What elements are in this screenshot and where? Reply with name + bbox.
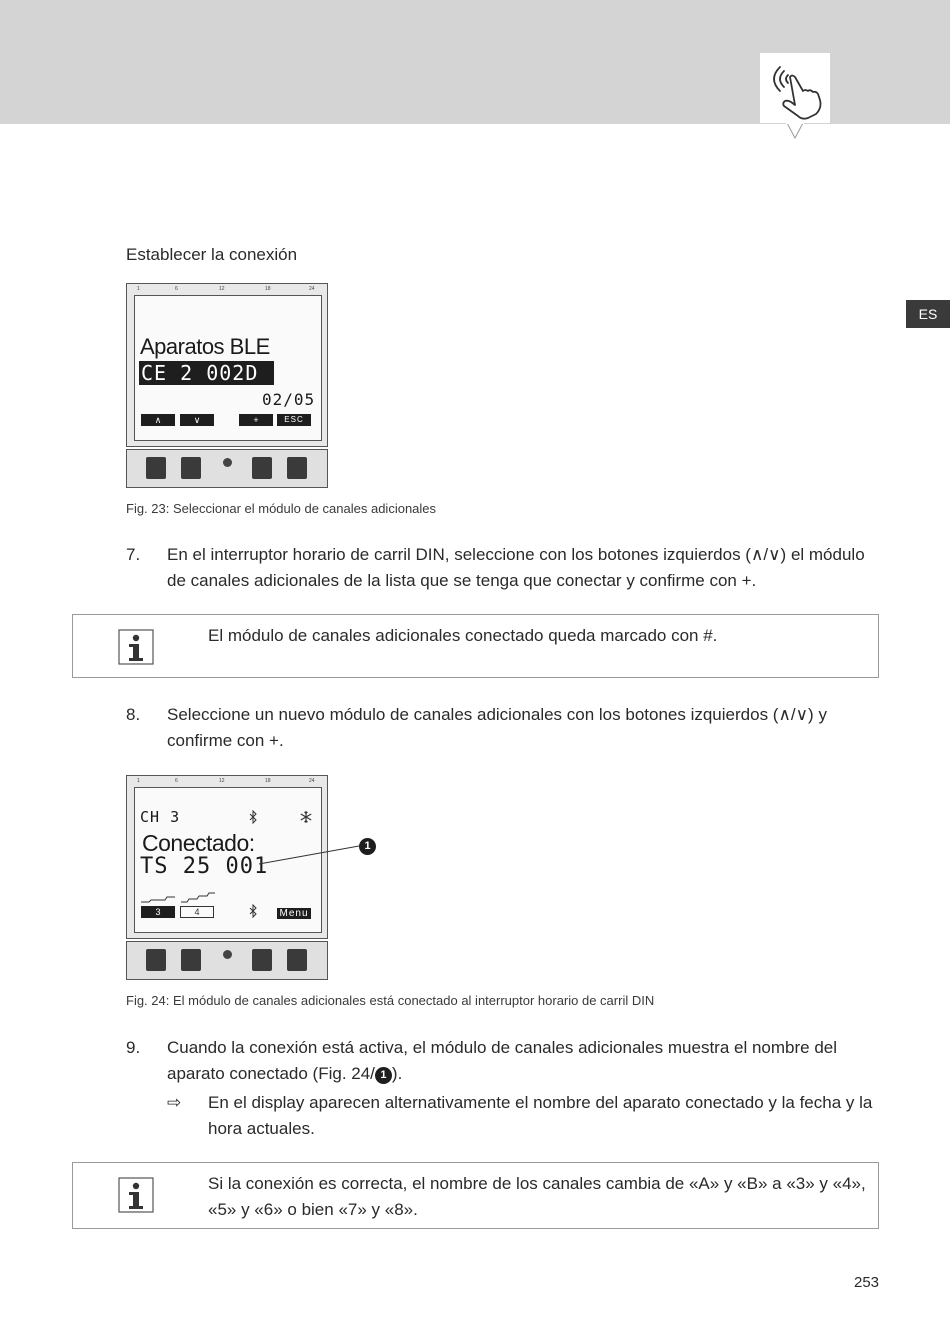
device-figure-23 bbox=[126, 283, 328, 487]
tick-label: 6 bbox=[175, 286, 178, 292]
device-button bbox=[146, 457, 166, 479]
softkey-up: ∧ bbox=[141, 414, 175, 426]
hour-scale bbox=[137, 286, 317, 295]
step-text-7: En el interruptor horario de carril DIN, seleccione con los botones izquierdos (∧/∨) el módulo de canales adicionales de la lista que se tenga que conectar y confirme con +. bbox=[167, 545, 865, 590]
device-button-panel bbox=[126, 449, 328, 488]
tick-label: 1 bbox=[137, 778, 140, 784]
status-led bbox=[223, 950, 232, 959]
channel-label: CH 3 bbox=[140, 808, 181, 826]
result-arrow-icon: ⇨ bbox=[167, 1093, 182, 1112]
device-button bbox=[287, 949, 307, 971]
step-text-9 bbox=[167, 1035, 879, 1087]
tab-pointer-icon bbox=[786, 122, 804, 140]
step-number-8: 8. bbox=[126, 705, 141, 724]
page-number: 253 bbox=[854, 1274, 880, 1291]
tick-label: 12 bbox=[219, 286, 225, 292]
info-text-1: El módulo de canales adicionales conectado queda marcado con #. bbox=[208, 626, 718, 645]
figure-reference-marker: 1 bbox=[375, 1067, 392, 1084]
tick-label: 6 bbox=[175, 778, 178, 784]
section-heading: Establecer la conexión bbox=[126, 245, 298, 264]
touch-hand-icon bbox=[760, 53, 830, 123]
step-number-7: 7. bbox=[126, 545, 141, 564]
screen-title: Aparatos BLE bbox=[140, 334, 270, 359]
tick-label: 24 bbox=[309, 286, 315, 292]
tick-label: 18 bbox=[265, 286, 271, 292]
callout-leader-line bbox=[255, 840, 365, 870]
status-led bbox=[223, 458, 232, 467]
selected-device: CE 2 002D bbox=[139, 361, 274, 385]
device-button bbox=[181, 949, 201, 971]
device-screen bbox=[134, 295, 322, 441]
figure-caption-24: Fig. 24: El módulo de canales adicionales está conectado al interruptor horario de carril DIN bbox=[126, 993, 655, 1008]
device-button bbox=[287, 457, 307, 479]
device-button bbox=[252, 949, 272, 971]
bluetooth-icon bbox=[248, 810, 258, 824]
bluetooth-icon bbox=[248, 904, 258, 919]
figure-caption-23: Fig. 23: Seleccionar el módulo de canales adicionales bbox=[126, 501, 437, 516]
language-tab: ES bbox=[906, 300, 950, 328]
channel-key-3: 3 bbox=[141, 906, 175, 918]
snowflake-icon bbox=[299, 810, 313, 824]
device-button bbox=[181, 457, 201, 479]
step-text-part: Cuando la conexión está activa, el módulo de canales adicionales muestra el nombre del aparato conectado (Fig. 24/ bbox=[167, 1038, 838, 1083]
device-button bbox=[146, 949, 166, 971]
tick-label: 18 bbox=[265, 778, 271, 784]
step-text-part: ). bbox=[391, 1064, 403, 1083]
softkey-plus: + bbox=[239, 414, 273, 426]
hour-scale bbox=[137, 778, 317, 787]
connected-device-name: TS 25 001 bbox=[140, 854, 269, 879]
channel-key-4: 4 bbox=[180, 906, 214, 918]
softkey-down: ∨ bbox=[180, 414, 214, 426]
info-box-2 bbox=[72, 1162, 879, 1229]
device-figure-24 bbox=[126, 775, 328, 979]
tick-label: 12 bbox=[219, 778, 225, 784]
channel-profile-icon bbox=[141, 892, 216, 904]
callout-marker-1 bbox=[359, 837, 376, 855]
device-display-housing bbox=[126, 283, 328, 447]
menu-key: Menu bbox=[277, 908, 311, 919]
device-counter: 02/05 bbox=[262, 390, 316, 409]
step-number-9: 9. bbox=[126, 1038, 141, 1057]
info-text-2: Si la conexión es correcta, el nombre de los canales cambia de «A» y «B» a «3» y «4», «5» y «6» o bien «7» y «8». bbox=[208, 1174, 866, 1219]
result-text: En el display aparecen alternativamente el nombre del aparato conectado y la fecha y la hora actuales. bbox=[208, 1093, 873, 1138]
device-button bbox=[252, 457, 272, 479]
info-icon bbox=[118, 629, 154, 665]
info-icon bbox=[118, 1177, 154, 1213]
step-text-8: Seleccione un nuevo módulo de canales adicionales con los botones izquierdos (∧/∨) y confirme con +. bbox=[167, 705, 827, 750]
tick-label: 1 bbox=[137, 286, 140, 292]
callout-number: 1 bbox=[359, 838, 376, 855]
softkey-esc: ESC bbox=[277, 414, 311, 426]
tick-label: 24 bbox=[309, 778, 315, 784]
device-button-panel bbox=[126, 941, 328, 980]
connection-status: Conectado: bbox=[142, 830, 255, 856]
info-box-1 bbox=[72, 614, 879, 678]
